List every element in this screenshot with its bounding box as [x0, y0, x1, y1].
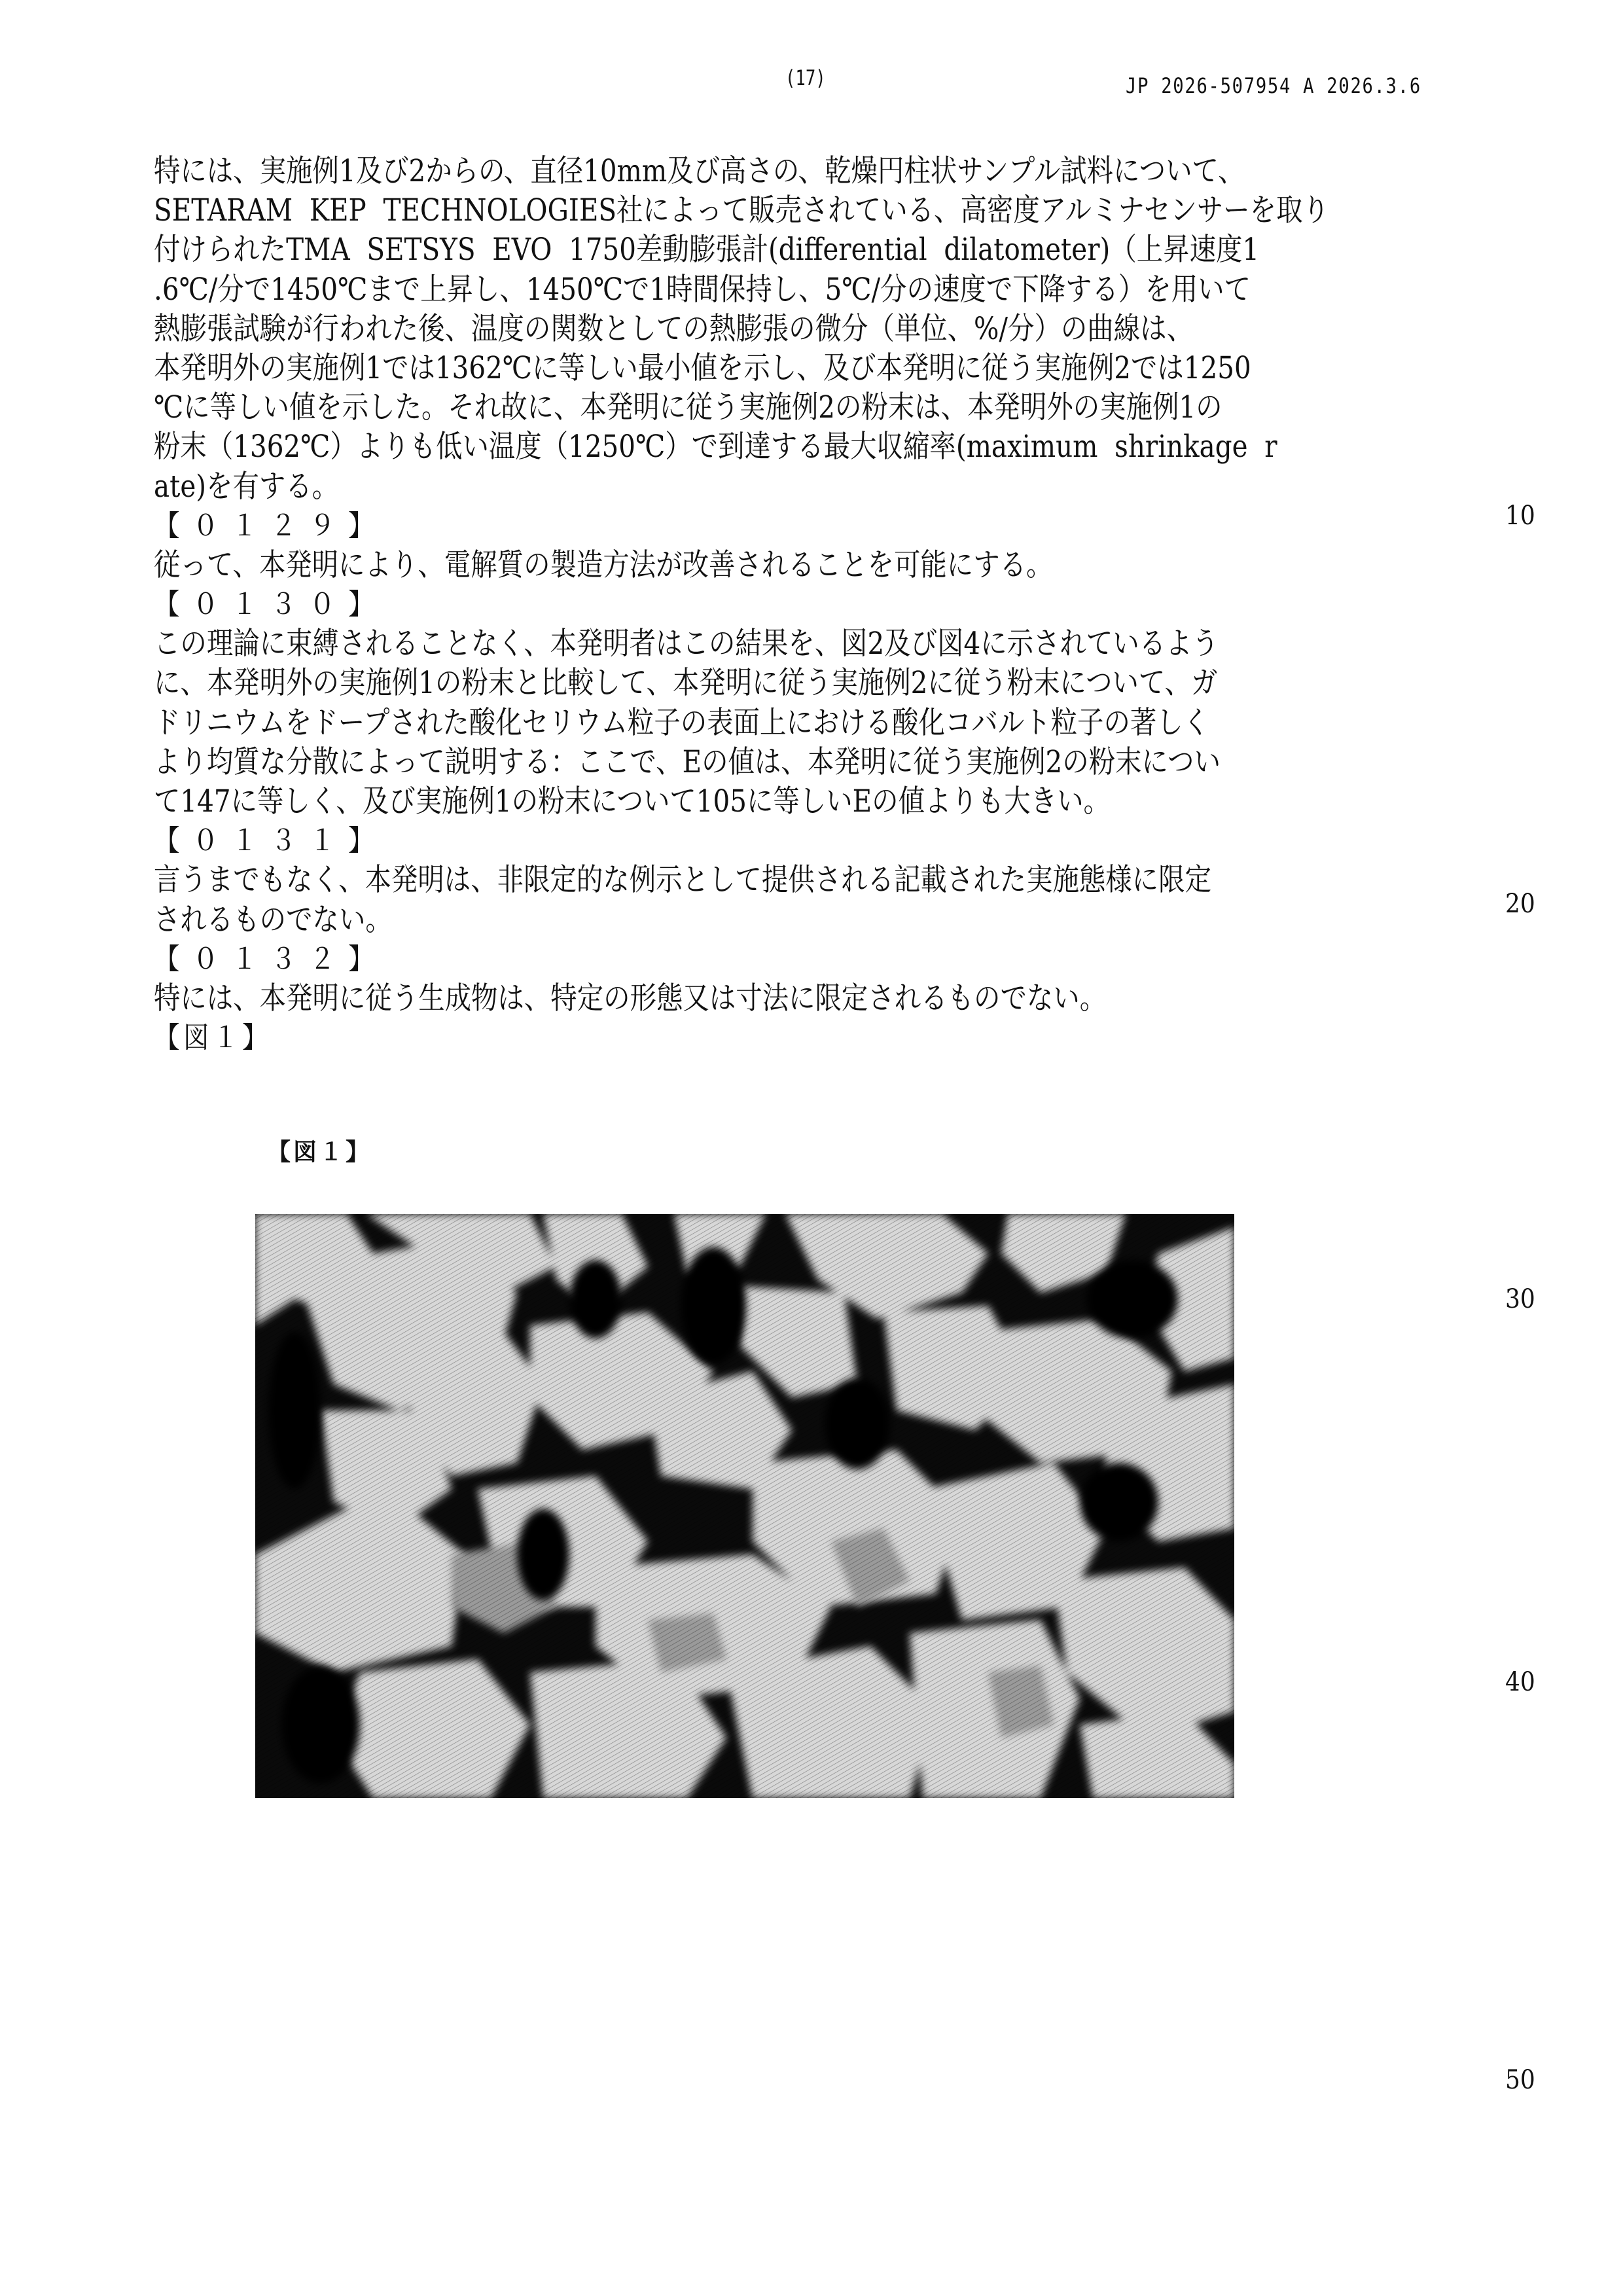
line-number: 20	[1505, 889, 1535, 919]
text-line: 言うまでもなく、本発明は、非限定的な例示として提供される記載された実施態様に限定	[154, 862, 1211, 899]
text-line: より均質な分散によって説明する：ここで、Eの値は、本発明に従う実施例2の粉末につい	[154, 744, 1221, 780]
paragraph-0130	[154, 585, 1469, 821]
paragraph-number: 【０１３１】	[154, 824, 387, 858]
line-number: 30	[1505, 1284, 1535, 1314]
text-line: 付けられたTMA SETSYS EVO 1750差動膨張計(differential dilatometer)（上昇速度1	[154, 232, 1260, 268]
paragraph-0128-continued	[154, 152, 1469, 507]
text-line: 従って、本発明により、電解質の製造方法が改善されることを可能にする。	[154, 547, 1053, 583]
figure-caption: 【図１】	[267, 1138, 372, 1166]
page-number: (17)	[785, 65, 826, 90]
text-line: SETARAM KEP TECHNOLOGIES社によって販売されている、高密度アルミナセンサーを取り	[154, 192, 1329, 229]
text-line: ドリニウムをドープされた酸化セリウム粒子の表面上における酸化コバルト粒子の著しく	[154, 704, 1210, 741]
text-line: .6℃/分で1450℃まで上昇し、1450℃で1時間保持し、5℃/分の速度で下降する）を用いて	[154, 271, 1251, 308]
text-line: 熱膨張試験が行われた後、温度の関数としての熱膨張の微分（単位、%/分）の曲線は、	[154, 310, 1193, 347]
line-number: 10	[1505, 501, 1535, 531]
paragraph-number: 【０１３２】	[154, 942, 387, 976]
text-line: 特には、実施例1及び2からの、直径10mm及び高さの、乾燥円柱状サンプル試料について、	[154, 153, 1245, 189]
text-line: この理論に束縛されることなく、本発明者はこの結果を、図2及び図4に示されているよう	[154, 626, 1219, 662]
text-line: に、本発明外の実施例1の粉末と比較して、本発明に従う実施例2に従う粉末について、ガ	[154, 665, 1218, 702]
sem-micrograph-image	[255, 1214, 1234, 1798]
line-number: 50	[1505, 2065, 1535, 2095]
text-line: ate)を有する。	[154, 468, 339, 505]
figure-heading: 【図１】	[154, 1021, 272, 1055]
paragraph-number: 【０１３０】	[154, 588, 387, 622]
page-header	[0, 65, 1623, 105]
text-line: 特には、本発明に従う生成物は、特定の形態又は寸法に限定されるものでない。	[154, 980, 1107, 1016]
text-line: ℃に等しい値を示した。それ故に、本発明に従う実施例2の粉末は、本発明外の実施例1の	[154, 389, 1222, 426]
text-line: て147に等しく、及び実施例1の粉末について105に等しいEの値よりも大きい。	[154, 783, 1110, 819]
paragraph-0129	[154, 507, 1469, 585]
text-line: されるものでない。	[154, 901, 392, 938]
text-line: 本発明外の実施例1では1362℃に等しい最小値を示し、及び本発明に従う実施例2では1250	[154, 350, 1251, 386]
document-body	[154, 152, 1469, 1058]
text-line: 粉末（1362℃）よりも低い温度（1250℃）で到達する最大収縮率(maximum shrinkage r	[154, 429, 1277, 465]
micrograph-graphic	[255, 1214, 1234, 1798]
paragraph-0132	[154, 940, 1469, 1018]
line-number-gutter	[1505, 0, 1558, 2296]
line-number: 40	[1505, 1667, 1535, 1697]
paragraph-number: 【０１２９】	[154, 509, 387, 543]
paragraph-0131	[154, 821, 1469, 940]
publication-id: JP 2026-507954 A 2026.3.6	[1126, 73, 1421, 98]
